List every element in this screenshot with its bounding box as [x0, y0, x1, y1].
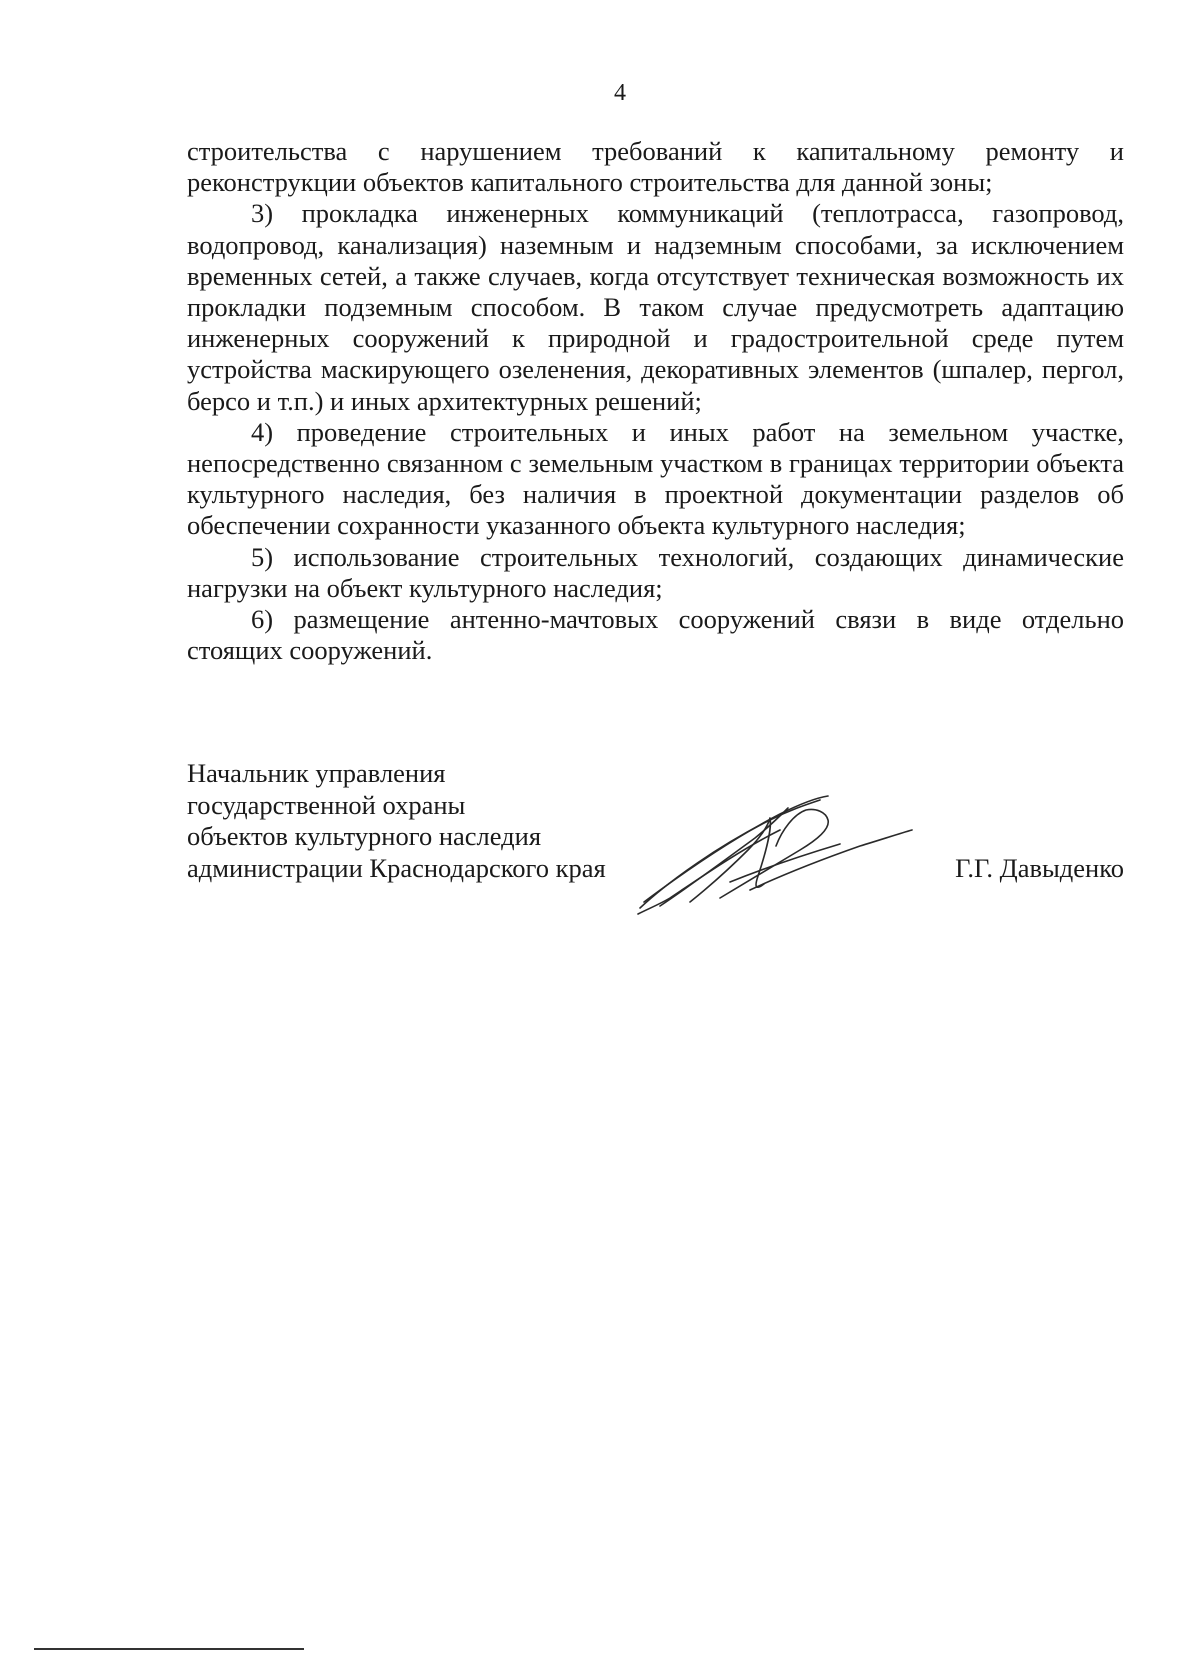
- position-line: объектов культурного наследия: [187, 821, 542, 851]
- position-line: Начальник управления: [187, 758, 446, 788]
- signatory-position: [187, 758, 606, 884]
- paragraph-continuation: строительства с нарушением требований к капитальному ремонту и реконструкции объектов капитального строительства для данной зоны;: [187, 136, 1124, 198]
- paragraph-item-4: 4) проведение строительных и иных работ на земельном участке, непосредственно связанном с земельным участком в границах территории объекта культурного наследия, без наличия в проектной документации разделов об обеспечении сохранности указанного объекта культурного наследия;: [187, 416, 1124, 541]
- paragraph-item-5: 5) использование строительных технологий, создающих динамические нагрузки на объект культурного наследия;: [187, 541, 1124, 603]
- footer-divider: [34, 1648, 304, 1650]
- position-line: государственной охраны: [187, 789, 466, 820]
- paragraph-item-6: 6) размещение антенно-мачтовых сооружений связи в виде отдельно стоящих сооружений.: [187, 604, 1124, 666]
- body-text: [187, 136, 1124, 666]
- handwritten-signature: [630, 790, 920, 920]
- page-number: 4: [614, 80, 626, 106]
- position-line: администрации Краснодарского края: [187, 852, 606, 883]
- paragraph-item-3: 3) прокладка инженерных коммуникаций (теплотрасса, газопровод, водопровод, канализация) наземным и надземным способами, за исключением временных сетей, а также случаев, когда отсутствует техническая возможность их прокладки подземным способом. В таком случае предусмотреть адаптацию инженерных сооружений к природной и градостроительной среде путем устройства маскирующего озеленения, декоративных элементов (шпалер, пергол, берсо и т.п.) и иных архитектурных решений;: [187, 198, 1124, 416]
- signatory-name: Г.Г. Давыденко: [955, 853, 1124, 883]
